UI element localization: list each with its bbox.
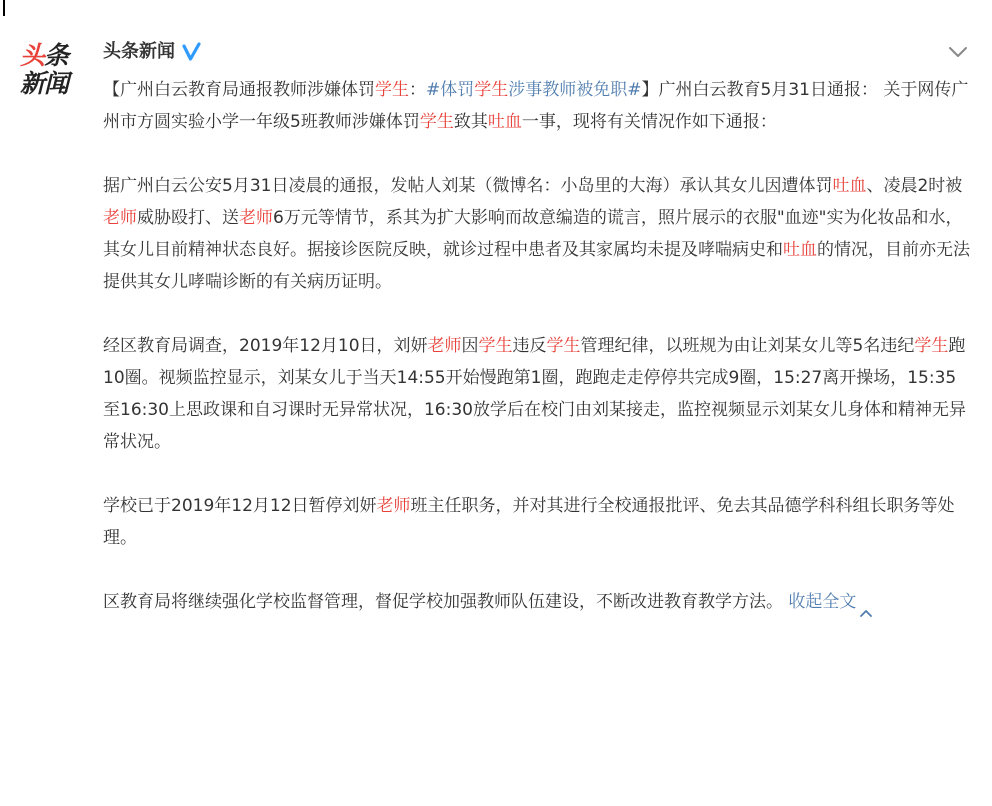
- highlight-keyword[interactable]: 学生: [474, 80, 509, 100]
- collapse-label[interactable]: 收起全文: [788, 592, 857, 612]
- highlight-keyword[interactable]: 吐血: [832, 176, 867, 196]
- text-span: 因: [461, 336, 479, 356]
- highlight-keyword[interactable]: 吐血: [487, 112, 522, 132]
- logo-line-2: 新闻: [20, 69, 69, 98]
- text-span: 经区教育局调查，2019年12月10日，刘妍: [103, 336, 428, 356]
- text-span: 班主任职务，并对其进行全校通报批评、免去其品德学科科组长职务等处理。: [103, 496, 955, 548]
- account-name[interactable]: 头条新闻: [103, 41, 175, 62]
- text-span: ：: [409, 80, 426, 100]
- highlight-keyword[interactable]: 老师: [103, 208, 137, 228]
- highlight-keyword[interactable]: 老师: [239, 208, 273, 228]
- text-span: 据广州白云公安5月31日凌晨的通报，发帖人刘某（微博名：小岛里的大海）承认其女儿因遭体罚: [103, 176, 833, 196]
- text-span: 6万元等情节，系其为扩大影响而故意编造的谎言，照片展示的衣服"血迹"实为化妆品和水，其女儿目前精神状态良好。据接诊医院反映，就诊过程中患者及其家属均未提及哮喘病史和: [103, 208, 963, 260]
- text-span: 管理纪律，以班规为由让刘某女儿等5名违纪: [580, 336, 915, 356]
- post-paragraph-1: [103, 74, 973, 138]
- text-span: 跑10圈。视频监控显示，刘某女儿于当天14:55开始慢跑第1圈，跑跑走走停停共完成9圈，15:27离开操场，15:35至16:30上思政课和自习课时无异常状况，16:30放学后在校门由刘某接走，监控视频显示刘某女儿身体和精神无异常状况。: [103, 336, 966, 452]
- post-paragraph-4: [103, 490, 973, 554]
- highlight-keyword[interactable]: 学生: [419, 112, 454, 132]
- highlight-keyword[interactable]: 学生: [375, 80, 409, 100]
- highlight-keyword[interactable]: 老师: [427, 336, 462, 356]
- text-span: 一事，现将有关情况作如下通报：: [521, 112, 777, 132]
- highlight-keyword[interactable]: 老师: [376, 496, 411, 516]
- text-span: 区教育局将继续强化学校监督管理，督促学校加强教师队伍建设，不断改进教育教学方法。: [103, 592, 789, 612]
- post-paragraph-2: [103, 170, 973, 298]
- highlight-keyword[interactable]: 学生: [546, 336, 581, 356]
- text-span: 违反: [512, 336, 547, 356]
- post-body: [103, 74, 973, 618]
- chevron-up-icon[interactable]: [860, 597, 872, 607]
- highlight-keyword[interactable]: 吐血: [783, 240, 817, 260]
- collapse-full-text-link[interactable]: [788, 592, 872, 612]
- toutiao-news-logo[interactable]: [20, 42, 82, 98]
- highlight-keyword[interactable]: 学生: [914, 336, 949, 356]
- text-span: 的情况，目前亦无法提供其女儿哮喘诊断的有关病历证明。: [103, 240, 970, 292]
- logo-line-1: 头条: [20, 41, 69, 70]
- account-header: [103, 38, 201, 66]
- highlight-keyword[interactable]: 学生: [478, 336, 513, 356]
- text-span: 】广州白云教育5月31日通报： 关于网传广州市方圆实验小学一年级5班教师涉嫌体罚: [103, 80, 969, 132]
- text-span: 威胁殴打、送: [137, 208, 239, 228]
- hashtag-link[interactable]: #体罚学生涉事教师被免职#: [426, 80, 642, 100]
- post-paragraph-5: [103, 586, 973, 618]
- text-span: 【广州白云教育局通报教师涉嫌体罚: [103, 80, 375, 100]
- text-span: 、凌晨2时被: [866, 176, 963, 196]
- text-span: 致其: [453, 112, 488, 132]
- text-span: 学校已于2019年12月12日暂停刘妍: [103, 496, 377, 516]
- verified-badge-icon: [181, 42, 201, 62]
- chevron-down-icon[interactable]: [946, 40, 970, 64]
- post-paragraph-3: [103, 330, 973, 458]
